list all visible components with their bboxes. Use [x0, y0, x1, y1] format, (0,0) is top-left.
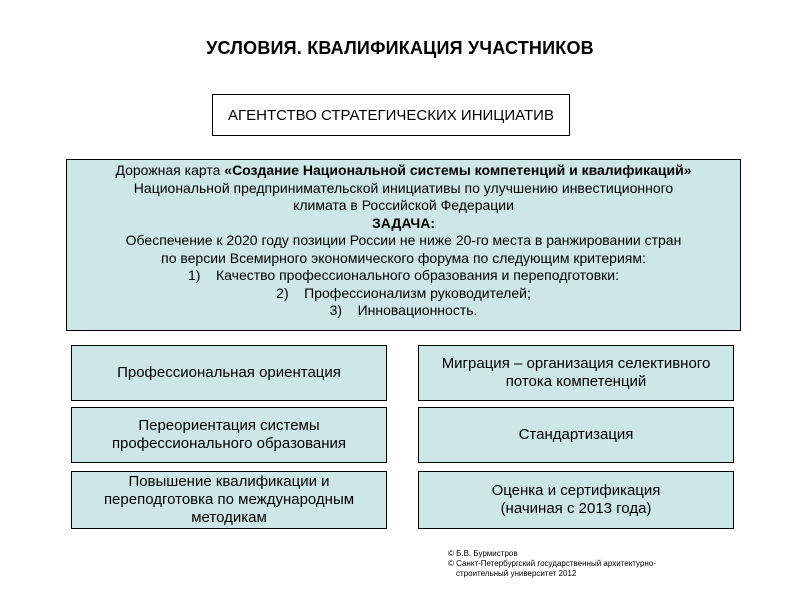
criterion-1: 1) Качество профессионального образования и переподготовки: [188, 267, 619, 283]
box-qualification-improvement [71, 471, 387, 529]
task-label: ЗАДАЧА: [371, 214, 436, 231]
agency-box [212, 94, 570, 136]
roadmap-line-2: Национальной предпринимательской инициативы по улучшению инвестиционного [133, 179, 674, 196]
copyright-university-cont: строительный университет 2012 [456, 569, 577, 578]
box-label: Оценка и сертификация (начиная с 2013 года) [491, 482, 661, 517]
roadmap-box [66, 159, 741, 331]
roadmap-intro-bold: «Создание Национальной системы компетенций и квалификаций» [224, 162, 692, 178]
task-line-2: по версии Всемирного экономического форума по следующим критериям: [161, 249, 646, 266]
task-line-1: Обеспечение к 2020 году позиции России не ниже 20-го места в ранжировании стран [125, 232, 682, 248]
roadmap-line-3: климата в Российской Федерации [293, 197, 514, 213]
box-label: Стандартизация [518, 426, 634, 443]
box-label: Миграция – организация селективного потока компетенций [441, 355, 711, 390]
agency-label: АГЕНТСТВО СТРАТЕГИЧЕСКИХ ИНИЦИАТИВ [228, 106, 554, 124]
roadmap-intro-plain: Дорожная карта [115, 162, 225, 178]
copyright-author: © Б.В. Бурмистров [448, 549, 518, 558]
copyright-university: © Санкт-Петербургский государственный архитектурно- [448, 559, 656, 568]
box-professional-orientation [71, 345, 387, 401]
box-label: Повышение квалификации и переподготовка по международным методикам [103, 473, 355, 526]
criterion-3: 3) Инновационность. [329, 302, 478, 318]
box-label: Переориентация системы профессионального образования [111, 417, 347, 452]
box-migration [418, 345, 734, 401]
box-standardization [418, 407, 734, 463]
box-label: Профессиональная ориентация [117, 364, 341, 381]
roadmap-intro [67, 162, 740, 180]
criterion-2: 2) Профессионализм руководителей; [276, 284, 531, 301]
box-education-reorientation [71, 407, 387, 463]
slide-title: УСЛОВИЯ. КВАЛИФИКАЦИЯ УЧАСТНИКОВ [206, 38, 594, 58]
box-assessment-certification [418, 471, 734, 529]
copyright-footer [448, 549, 656, 579]
